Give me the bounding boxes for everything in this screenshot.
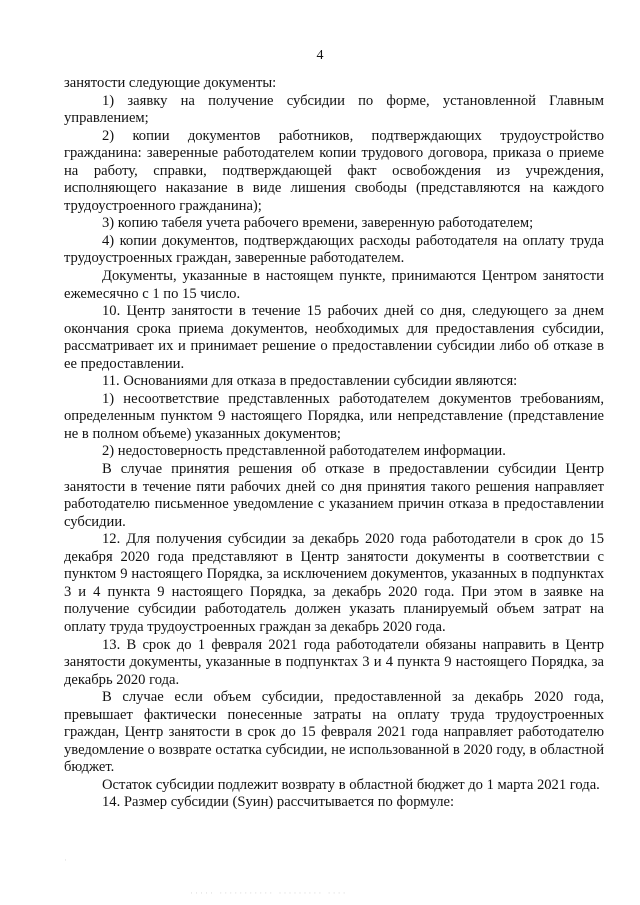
paragraph-clause-14: 14. Размер субсидии (Syин) рассчитывается по формуле:: [102, 794, 455, 811]
scan-artifact-left: ·: [64, 855, 69, 865]
paragraph-clause-12: 12. Для получения субсидии за декабрь 2020 года работодатели в срок до 15 декабря 2020 года представляют в Центр занятости документы в соответствии с пунктом 9 настоящего Порядка, за исключением документов, указанных в подпунктах 3 и 4 пункта 9 настоящего Порядка, за декабрь 2020 года. При этом в заявке на получение субсидии работодатель должен указать планируемый объем затрат на оплату труда трудоустроенных граждан за декабрь 2020 года.: [64, 531, 604, 635]
paragraph-documents-acceptance: Документы, указанные в настоящем пункте, принимаются Центром занятости ежемесячно с 1 по 15 число.: [64, 268, 604, 302]
paragraph-continuation: занятости следующие документы:: [64, 75, 277, 91]
paragraph-clause-10: 10. Центр занятости в течение 15 рабочих дней со дня, следующего за днем окончания срока приема документов, необходимых для предоставления субсидии, рассматривает их и принимает решение о предоставлении субсидии либо об отказе в ее предоставлении.: [64, 303, 604, 372]
paragraph-refusal-notice: В случае принятия решения об отказе в предоставлении субсидии Центр занятости в течение пяти рабочих дней со дня принятия такого решения направляет работодателю письменное уведомление с указанием причин отказа в предоставлении субсидии.: [64, 461, 604, 530]
paragraph-item-4: 4) копии документов, подтверждающих расходы работодателя на оплату труда трудоустроенных граждан, заверенные работодателем.: [64, 232, 604, 267]
paragraph-clause-13: 13. В срок до 1 февраля 2021 года работодатели обязаны направить в Центр занятости документы, указанные в подпунктах 3 и 4 пункта 9 настоящего Порядка, за декабрь 2020 года.: [64, 636, 604, 688]
document-body: [64, 75, 604, 812]
paragraph-item-2: 2) копии документов работников, подтверждающих трудоустройство гражданина: заверенные работодателем копии трудового договора, приказа о приеме на работу, справки, подтверждающей факт освобождения из учреждения, исполняющего наказание в виде лишения свободы (представляются на каждого трудоустроенного гражданина);: [64, 127, 604, 214]
paragraph-clause-11-item-1: 1) несоответствие представленных работодателем документов требованиям, определенным пунктом 9 настоящего Порядка, или непредставление (представление не в полном объеме) указанных документов;: [64, 390, 604, 442]
paragraph-return-deadline: Остаток субсидии подлежит возврату в областной бюджет до 1 марта 2021 года.: [102, 776, 600, 793]
paragraph-item-1: 1) заявку на получение субсидии по форме, установленной Главным управлением;: [64, 92, 604, 127]
paragraph-clause-11-item-2: 2) недостоверность представленной работодателем информации.: [102, 443, 506, 460]
scan-artifact-bottom: ····· ··········· ········· ····: [190, 888, 348, 898]
paragraph-clause-11: 11. Основаниями для отказа в предоставлении субсидии являются:: [102, 373, 518, 390]
paragraph-excess-subsidy: В случае если объем субсидии, предоставленной за декабрь 2020 года, превышает фактически понесенные затраты на оплату труда трудоустроенных граждан, Центр занятости в срок до 15 февраля 2021 года направляет работодателю уведомление о возврате остатка субсидии, не использованной в 2020 году, в областной бюджет.: [64, 689, 604, 776]
page-number: 4: [316, 48, 324, 63]
paragraph-item-3: 3) копию табеля учета рабочего времени, заверенную работодателем;: [102, 215, 534, 232]
